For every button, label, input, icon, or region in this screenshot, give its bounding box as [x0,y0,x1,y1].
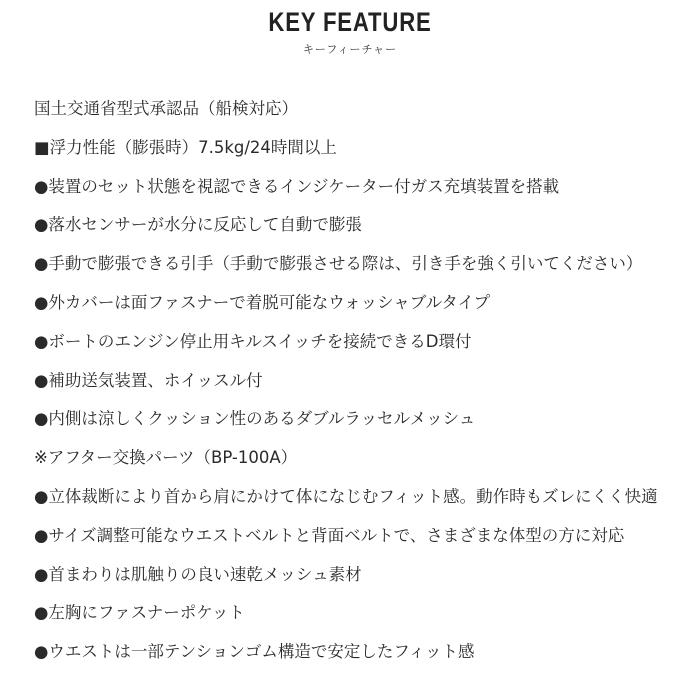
page-title: KEY FEATURE [268,7,432,37]
feature-item-neck-mesh: ●首まわりは肌触りの良い速乾メッシュ素材 [34,564,362,584]
feature-item-buoyancy: ■浮力性能（膨張時）7.5kg/24時間以上 [34,137,337,157]
feature-item-certification: 国土交通省型式承認品（船検対応） [34,99,298,118]
feature-list [34,98,674,680]
feature-item-waist: ●ウエストは一部テンションゴム構造で安定したフィット感 [34,642,475,662]
feature-item-mesh: ●内側は涼しくクッション性のあるダブルラッセルメッシュ [34,409,476,429]
feature-item-outer-cover: ●外カバーは面ファスナーで着脱可能なウォッシャブルタイプ [34,292,491,312]
page-subtitle: キーフィーチャー [302,43,398,56]
feature-item-replacement-parts: ※アフター交換パーツ（BP-100A） [34,448,298,468]
feature-item-d-ring: ●ボートのエンジン停止用キルスイッチを接続できるD環付 [34,331,472,351]
feature-item-pocket: ●左胸にファスナーポケット [34,603,245,623]
feature-item-whistle: ●補助送気装置、ホイッスル付 [34,370,263,390]
feature-item-indicator: ●装置のセット状態を視認できるインジケーター付ガス充填装置を搭載 [34,176,560,196]
feature-item-fit: ●立体裁断により首から肩にかけて体になじむフィット感。動作時もズレにくく快適 [34,486,658,506]
feature-item-manual-pull: ●手動で膨張できる引手（手動で膨張させる際は、引き手を強く引いてください） [34,254,643,274]
feature-item-water-sensor: ●落水センサーが水分に反応して自動で膨張 [34,215,362,235]
feature-header [0,6,700,57]
feature-item-belts: ●サイズ調整可能なウエストベルトと背面ベルトで、さまざまな体型の方に対応 [34,525,625,545]
